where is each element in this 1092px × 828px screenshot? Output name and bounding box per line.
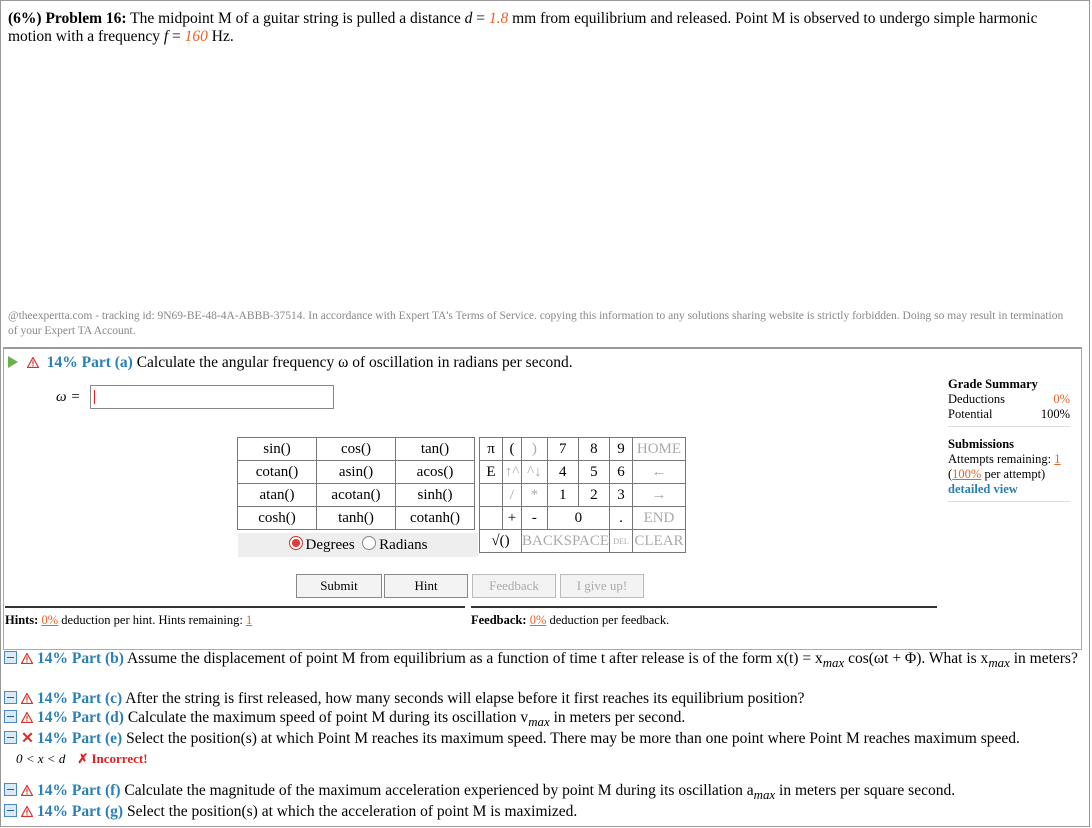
part-e-title[interactable]: ✕ 14% Part (e) Select the position(s) at which Point M reaches its maximum speed. There may be more than one point where Point M reaches maximum speed. [4,730,1020,748]
incorrect-status: ✗ Incorrect! [77,751,148,766]
collapse-icon[interactable] [4,783,17,796]
hint-button[interactable]: Hint [384,574,468,598]
key-sinh[interactable]: sinh() [396,484,475,507]
key-backspace[interactable]: BACKSPACE [522,530,610,553]
part-c-title[interactable]: 14% Part (c) After the string is first released, how many seconds will elapse before it first reaches its equilibrium position? [4,690,805,708]
key-e[interactable]: E [480,461,503,484]
key-7[interactable]: 7 [547,438,578,461]
key-atan[interactable]: atan() [238,484,317,507]
copyright-notice: @theexpertta.com - tracking id: 9N69-BE-48-4A-ABBB-37514. In accordance with Expert TA's Terms of Service. copying this information to any solutions sharing website is strictly forbidden. Doing so may result in termination of your Expert TA Account. [8,310,1064,337]
hints-bar: Hints: 0% deduction per hint. Hints remaining: 1 [5,606,465,628]
answer-input[interactable] [90,385,334,409]
key-acotan[interactable]: acotan() [317,484,396,507]
key-acos[interactable]: acos() [396,461,475,484]
problem-statement: (6%) Problem 16: The midpoint M of a guitar string is pulled a distance d = 1.8 mm from equilibrium and released. Point M is observed to undergo simple harmonic motion with a frequency f = 160 Hz. [8,10,1038,45]
key-blank-2 [480,507,503,530]
key-8[interactable]: 8 [578,438,609,461]
give-up-button[interactable]: I give up! [560,574,644,598]
collapse-icon[interactable] [4,710,17,723]
d-value: 1.8 [488,10,509,27]
key-5[interactable]: 5 [578,461,609,484]
feedback-bar: Feedback: 0% deduction per feedback. [471,606,937,628]
function-keypad [237,437,475,530]
key-1[interactable]: 1 [547,484,578,507]
detailed-view-link[interactable]: detailed view [948,482,1018,496]
part-d-title[interactable]: 14% Part (d) Calculate the maximum speed of point M during its oscillation $v_{max}$ in meters per second. [4,709,685,731]
warning-icon [21,693,33,704]
key-end[interactable]: END [632,507,685,530]
key-cotanh[interactable]: cotanh() [396,507,475,530]
key-6[interactable]: 6 [609,461,632,484]
key-close-paren[interactable]: ) [522,438,548,461]
key-power-down[interactable]: ^↓ [522,461,548,484]
key-plus[interactable]: + [503,507,522,530]
key-4[interactable]: 4 [547,461,578,484]
collapse-icon[interactable] [4,691,17,704]
warning-icon [21,785,33,796]
submit-button[interactable]: Submit [296,574,382,598]
key-blank-1 [480,484,503,507]
key-multiply[interactable]: * [522,484,548,507]
key-2[interactable]: 2 [578,484,609,507]
part-f-title[interactable]: 14% Part (f) Calculate the magnitude of the maximum acceleration experienced by point M during its oscillation $a_{max}$ in meters per square second. [4,782,955,804]
expanded-play-icon [8,356,18,368]
radians-radio[interactable] [362,536,376,550]
key-minus[interactable]: - [522,507,548,530]
key-open-paren[interactable]: ( [503,438,522,461]
key-home[interactable]: HOME [632,438,685,461]
key-del[interactable]: DEL [609,530,632,553]
key-dot[interactable]: . [609,507,632,530]
part-b-title[interactable]: 14% Part (b) Assume the displacement of point M from equilibrium as a function of time t after release is of the form $x(t) = x_{max}$ cos(ωt + Φ). What is $x_{max}$ in meters? [4,650,1078,672]
collapse-icon[interactable] [4,804,17,817]
key-cos[interactable]: cos() [317,438,396,461]
grade-summary: Grade Summary Deductions 0% Potential 100% Submissions Attempts remaining: 1 (100% per attempt) detailed view [948,377,1070,506]
text-caret [94,390,95,404]
part-a-title[interactable]: 14% Part (a) Calculate the angular frequency ω of oscillation in radians per second. [8,354,573,372]
key-sin[interactable]: sin() [238,438,317,461]
key-cotan[interactable]: cotan() [238,461,317,484]
key-tanh[interactable]: tanh() [317,507,396,530]
key-right-arrow[interactable]: → [632,484,685,507]
warning-icon [21,712,33,723]
degrees-radio[interactable] [289,536,303,550]
key-9[interactable]: 9 [609,438,632,461]
key-asin[interactable]: asin() [317,461,396,484]
f-value: 160 [184,28,208,45]
key-pi[interactable]: π [480,438,503,461]
angle-mode-selector: Degrees Radians [238,533,478,557]
collapse-icon[interactable] [4,651,17,664]
collapse-icon[interactable] [4,731,17,744]
key-clear[interactable]: CLEAR [632,530,685,553]
key-left-arrow[interactable]: ← [632,461,685,484]
warning-icon [21,806,33,817]
key-tan[interactable]: tan() [396,438,475,461]
key-divide[interactable]: / [503,484,522,507]
part-g-title[interactable]: 14% Part (g) Select the position(s) at which the acceleration of point M is maximized. [4,803,577,821]
incorrect-x-icon: ✕ [21,730,34,747]
part-e-answer: 0 < x < d ✗ Incorrect! [16,751,148,766]
key-3[interactable]: 3 [609,484,632,507]
feedback-button[interactable]: Feedback [472,574,556,598]
numeric-keypad [479,437,686,553]
key-cosh[interactable]: cosh() [238,507,317,530]
key-sqrt[interactable]: √() [480,530,522,553]
key-power-up[interactable]: ↑^ [503,461,522,484]
key-0[interactable]: 0 [547,507,609,530]
warning-icon [21,653,33,664]
warning-icon [27,357,39,368]
omega-label: ω = [56,389,81,405]
